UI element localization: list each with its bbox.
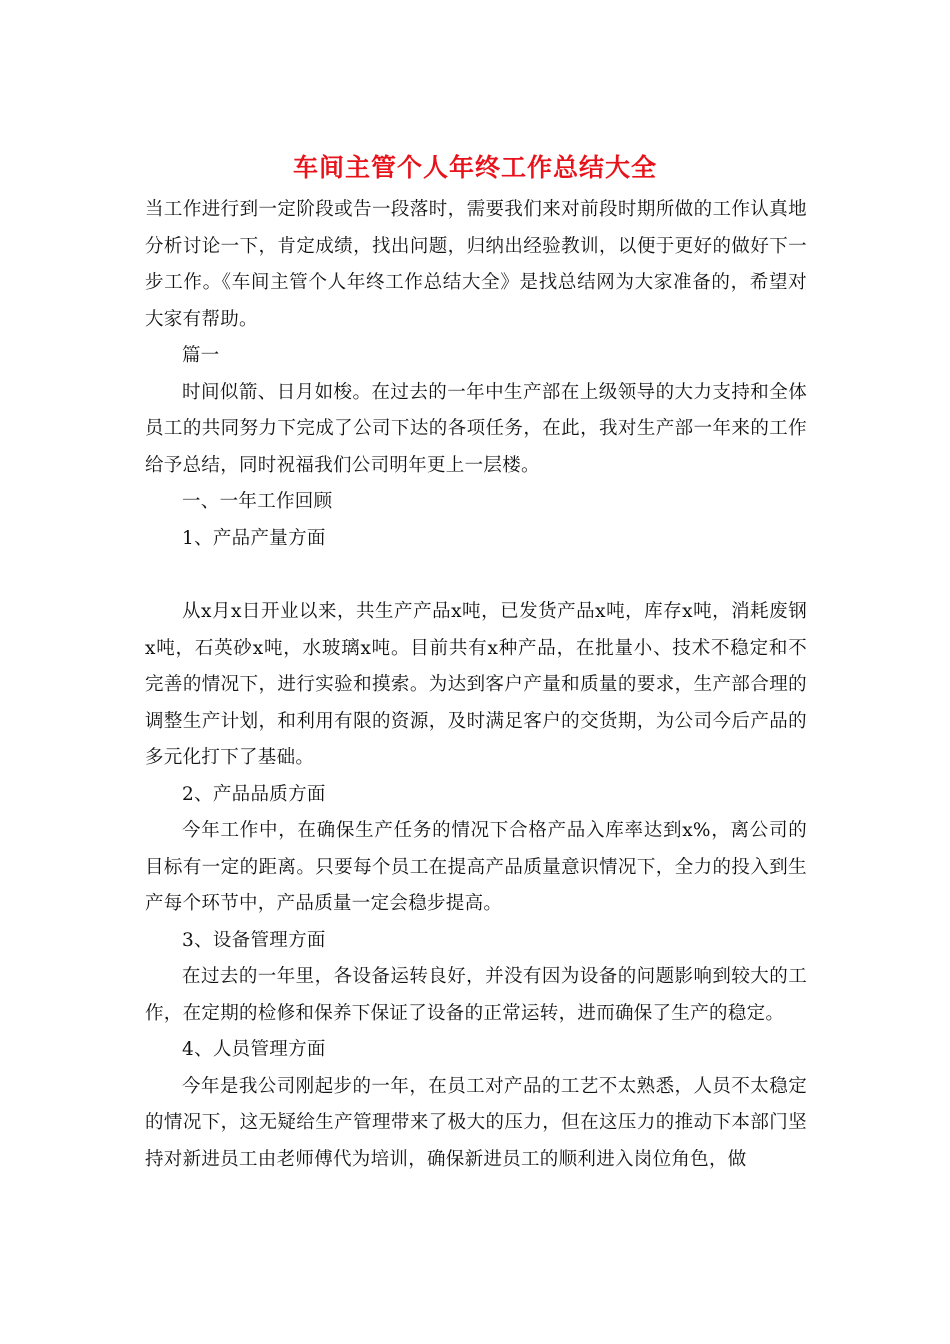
item-heading-output: 1、产品产量方面 [182, 527, 326, 549]
item-heading-personnel: 4、人员管理方面 [182, 1039, 326, 1060]
item-text-output: 从x月x日开业以来，共生产产品x吨，已发货产品x吨，库存x吨，消耗废钢x吨，石英砂x吨，水玻璃x吨。目前共有x种产品，在批量小、技术不稳定和不完善的情况下，进行实验和摸索。为达到客户产量和质量的要求，生产部合理的调整生产计划，和利用有限的资源，及时满足客户的交货期，为公司今后产品的多元化打下了基础。 [145, 601, 807, 768]
item-heading-quality: 2、产品品质方面 [182, 783, 326, 805]
item-text-equipment: 在过去的一年里，各设备运转良好，并没有因为设备的问题影响到较大的工作，在定期的检修和保养下保证了设备的正常运转，进而确保了生产的稳定。 [145, 966, 807, 1024]
item-heading-equipment: 3、设备管理方面 [182, 929, 326, 951]
document-body [145, 192, 807, 1178]
item-text-quality: 今年工作中，在确保生产任务的情况下合格产品入库率达到x%，离公司的目标有一定的距离。只要每个员工在提高产品质量意识情况下，全力的投入到生产每个环节中，产品质量一定会稳步提高。 [145, 820, 807, 914]
section-heading: 一、一年工作回顾 [182, 491, 333, 512]
item-text-personnel: 今年是我公司刚起步的一年，在员工对产品的工艺不太熟悉，人员不太稳定的情况下，这无疑给生产管理带来了极大的压力，但在这压力的推动下本部门坚持对新进员工由老师傅代为培训，确保新进员工的顺利进入岗位角色，做 [145, 1075, 807, 1170]
intro-paragraph: 当工作进行到一定阶段或告一段落时，需要我们来对前段时期所做的工作认真地分析讨论一下，肯定成绩，找出问题，归纳出经验教训，以便于更好的做好下一步工作。《车间主管个人年终工作总结大全》是找总结网为大家准备的，希望对大家有帮助。 [145, 199, 807, 330]
part-label: 篇一 [182, 345, 220, 366]
document-title: 车间主管个人年终工作总结大全 [292, 153, 657, 182]
opening-paragraph: 时间似箭、日月如梭。在过去的一年中生产部在上级领导的大力支持和全体员工的共同努力下完成了公司下达的各项任务，在此，我对生产部一年来的工作给予总结，同时祝福我们公司明年更上一层楼。 [145, 381, 807, 476]
blank-line [145, 557, 807, 594]
